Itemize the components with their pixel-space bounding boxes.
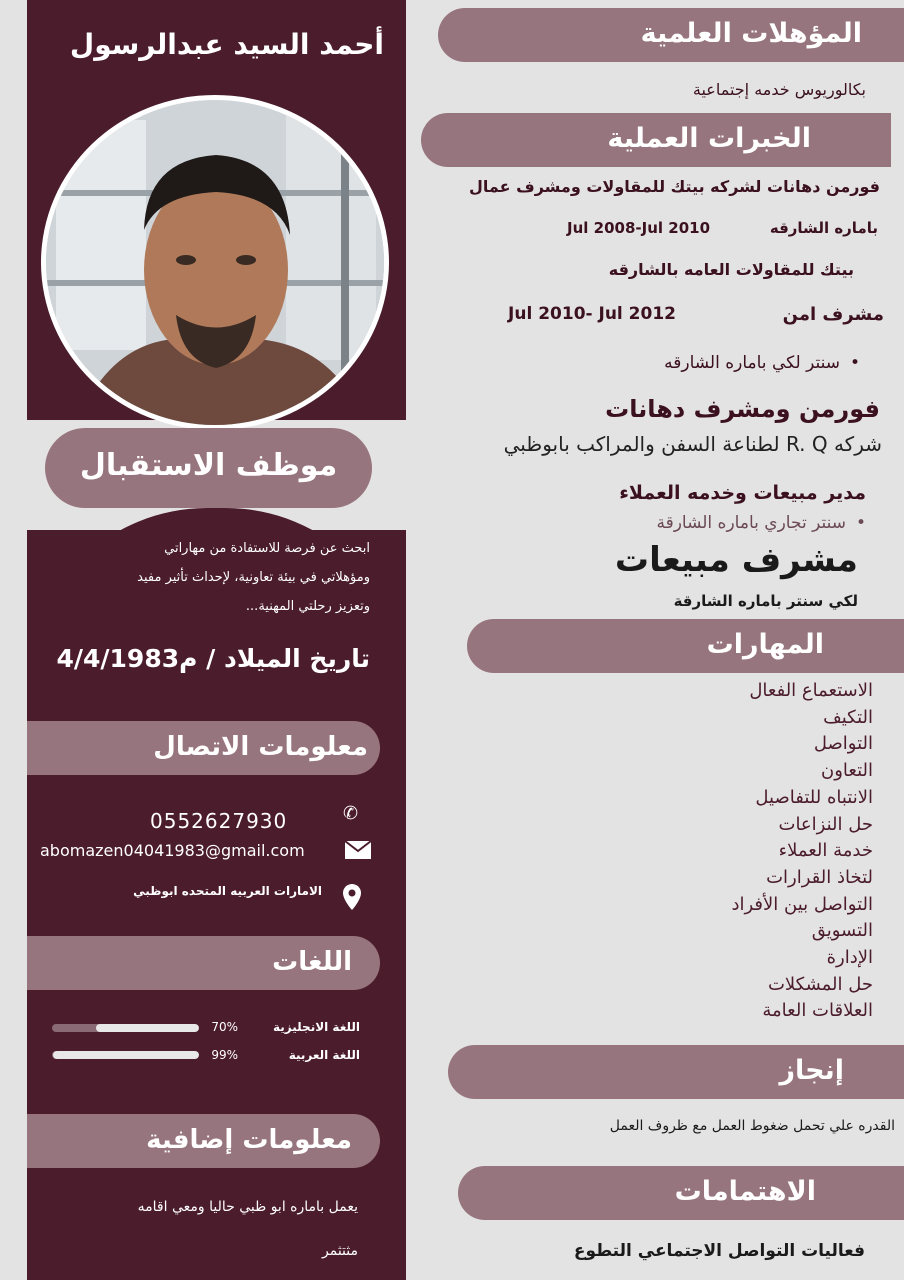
- company2-name: بيتك للمقاولات العامه بالشارقه: [608, 260, 854, 279]
- skill-item: العلاقات العامة: [762, 1000, 873, 1022]
- location-icon: [343, 884, 361, 914]
- date-of-birth: تاريخ الميلاد / م4/4/1983: [56, 644, 370, 673]
- skill-item: الانتباه للتفاصيل: [755, 786, 873, 808]
- skill-item: التواصل بين الأفراد: [731, 893, 873, 915]
- role-badge: موظف الاستقبال: [45, 428, 372, 508]
- contact-section-title: معلومات الاتصال: [27, 721, 380, 775]
- job3-company: شركه R. Q لطناعة السفن والمراكب بابوظبي: [503, 432, 882, 456]
- skills-section-title: المهارات: [467, 619, 904, 673]
- job4-title: مدير مبيعات وخدمه العملاء: [619, 482, 866, 504]
- job2-dates: Jul 2010- Jul 2012: [508, 304, 676, 324]
- interests-text: فعاليات التواصل الاجتماعي التطوع: [573, 1241, 865, 1261]
- language-bar-arabic: [52, 1051, 199, 1059]
- extra-info-section-title: معلومات إضافية: [27, 1114, 380, 1168]
- languages-section-title: اللغات: [27, 936, 380, 990]
- job1-title: فورمن دهانات لشركه بيتك للمقاولات ومشرف عمال: [468, 177, 880, 196]
- job5-title: مشرف مبيعات: [614, 540, 858, 580]
- email-address[interactable]: abomazen04041983@gmail.com: [40, 841, 305, 860]
- job2-bullet: • سنتر لكي باماره الشارقه: [520, 353, 860, 373]
- job1-location: باماره الشارقه: [769, 219, 878, 237]
- language-label-english: اللغة الانجليزية: [273, 1020, 360, 1034]
- objective-text: [52, 534, 370, 621]
- achievement-text: القدره علي تحمل ضغوط العمل مع ظروف العمل: [609, 1118, 895, 1134]
- skill-item: التكيف: [823, 706, 873, 728]
- phone-icon: ✆: [343, 803, 359, 824]
- language-percent-english: 70%: [211, 1020, 238, 1034]
- skill-item: الإدارة: [826, 947, 873, 969]
- skill-item: التعاون: [821, 760, 873, 782]
- language-bar-fill: [53, 1051, 199, 1059]
- language-label-arabic: اللغة العربية: [288, 1048, 360, 1062]
- extra-info-text: [60, 1185, 358, 1273]
- skill-item: لتخاذ القرارات: [766, 866, 873, 888]
- skill-item: التواصل: [813, 733, 873, 755]
- language-bar-fill: [96, 1024, 199, 1032]
- skill-item: خدمة العملاء: [778, 840, 873, 862]
- qualifications-text: بكالوريوس خدمه إجتماعية: [692, 80, 866, 99]
- language-bar-english: [52, 1024, 199, 1032]
- qualifications-section-title: المؤهلات العلمية: [438, 8, 904, 62]
- extra-info-line: مثتثمر: [322, 1243, 358, 1259]
- skill-item: حل المشكلات: [767, 973, 873, 995]
- achievement-section-title: إنجاز: [448, 1045, 904, 1099]
- job4-bullet: • سنتر تجاري باماره الشارقة: [520, 513, 866, 533]
- address-text: الامارات العربيه المتحده ابوظبي: [133, 884, 322, 898]
- interests-section-title: الاهتمامات: [458, 1166, 904, 1220]
- profile-name: أحمد السيد عبدالرسول: [69, 28, 384, 61]
- objective-line: ومؤهلاتي في بيئة تعاونية، لإحداث تأثير مفيد: [137, 570, 370, 585]
- objective-line: ابحث عن فرصة للاستفادة من مهاراتي: [164, 541, 370, 556]
- language-percent-arabic: 99%: [211, 1048, 238, 1062]
- objective-line: وتعزيز رحلتي المهنية...: [245, 599, 370, 614]
- skill-item: حل النزاعات: [778, 813, 873, 835]
- job3-title: فورمن ومشرف دهانات: [605, 395, 880, 423]
- profile-photo: [41, 95, 389, 430]
- skill-item: الاستعماع الفعال: [749, 680, 873, 701]
- phone-number[interactable]: 0552627930: [150, 809, 288, 833]
- job2-title: مشرف امن: [782, 304, 884, 325]
- extra-info-line: يعمل باماره ابو ظبي حاليا ومعي اقامه: [137, 1199, 358, 1215]
- skills-list: [600, 678, 873, 1025]
- email-icon: [344, 840, 372, 864]
- job1-dates: Jul 2008-Jul 2010: [567, 219, 710, 237]
- experience-section-title: الخبرات العملية: [421, 113, 891, 167]
- job5-place: لكي سنتر باماره الشارقة: [673, 592, 858, 610]
- skill-item: التسويق: [811, 920, 873, 942]
